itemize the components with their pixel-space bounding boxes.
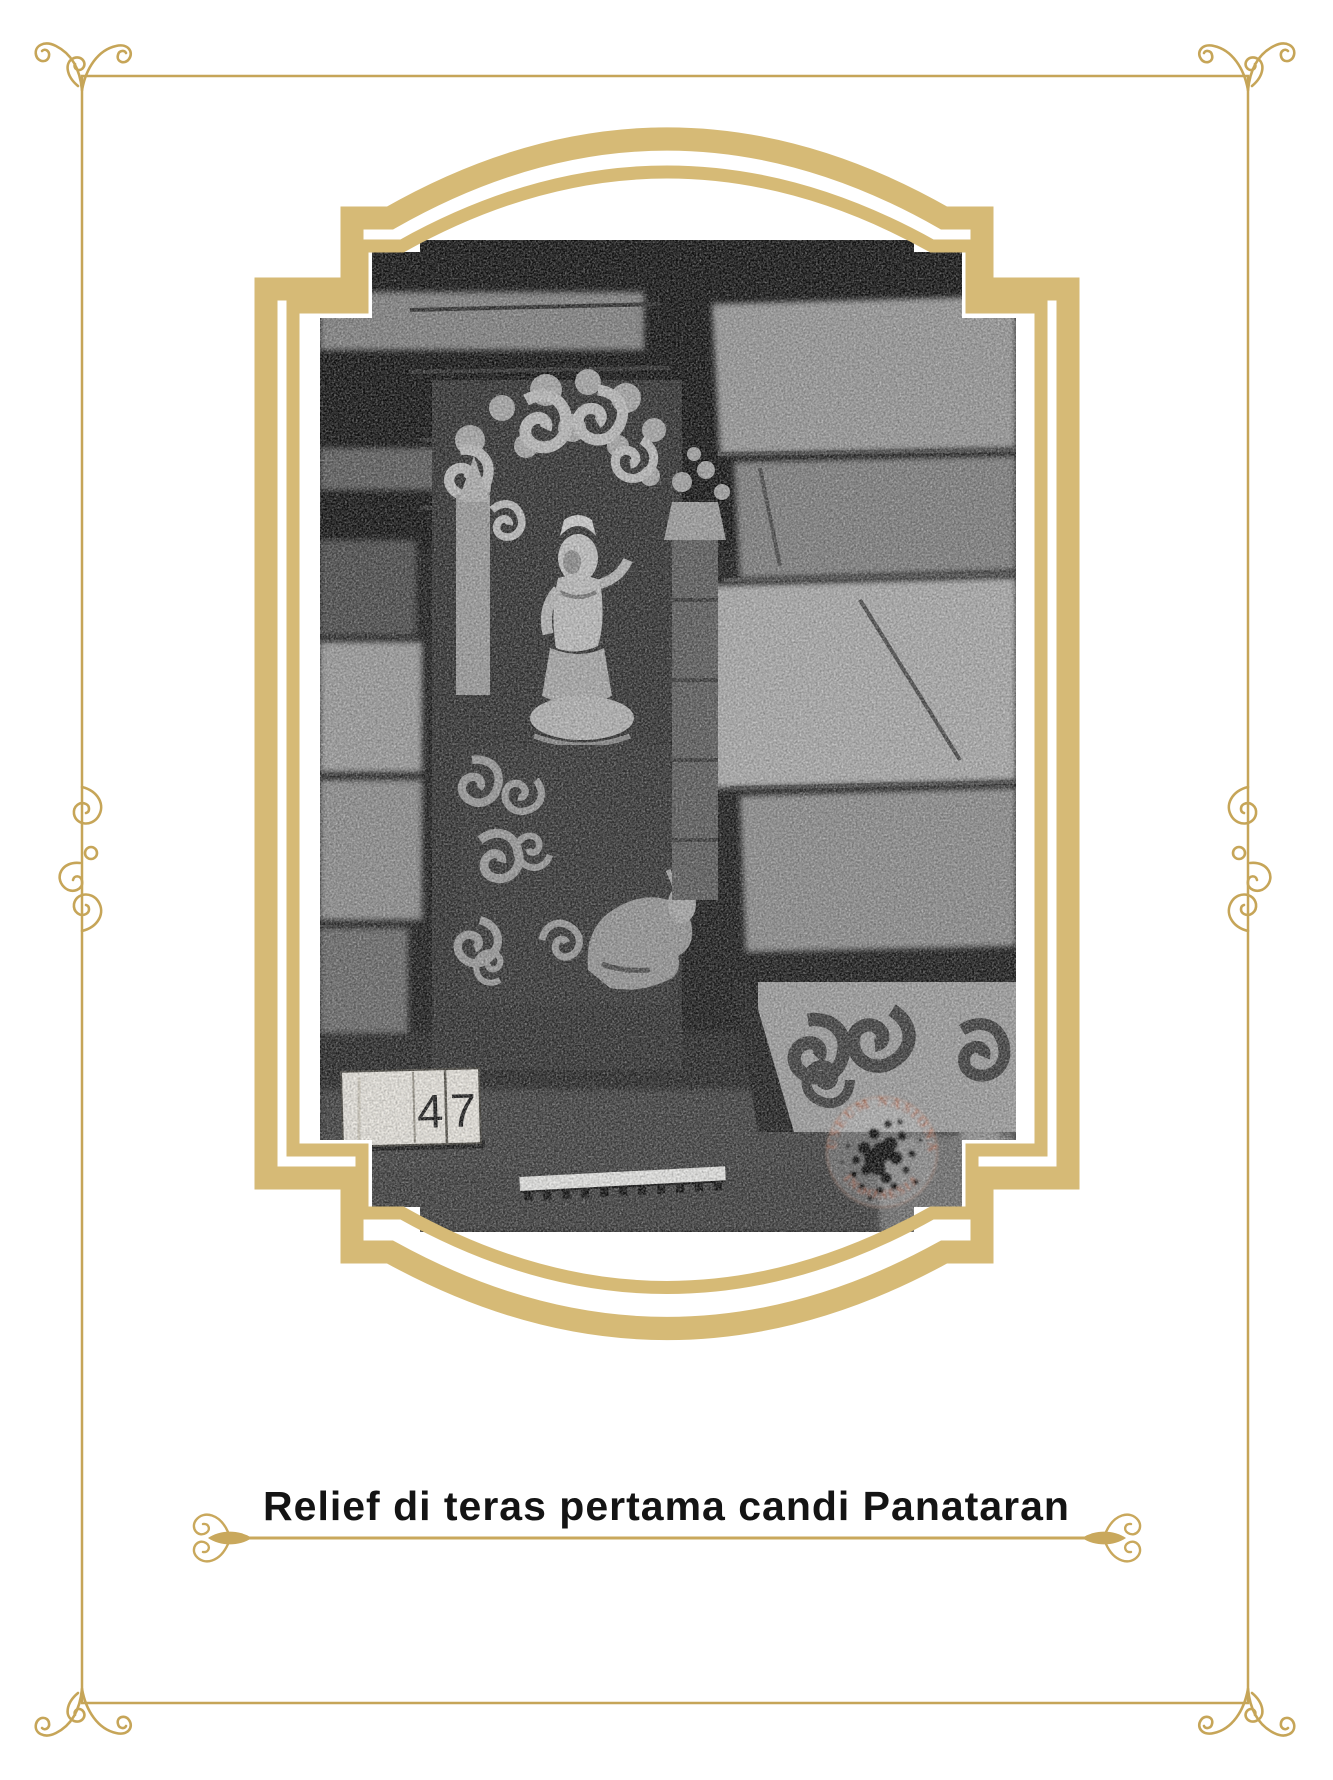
corner-flourish-icon [36,1689,131,1735]
scroll-ornament-icon [60,787,101,931]
photo-frame [266,139,1068,1329]
corner-flourish-icon [1199,44,1294,90]
scroll-ornament-icon [1229,787,1270,931]
frame-inner-line [293,172,1041,1288]
photo-caption: Relief di teras pertama candi Panataran [263,1483,1070,1529]
corner-flourish-icon [1199,1689,1294,1735]
corner-flourish-icon [36,44,131,90]
frame-outer-band [266,139,1068,1329]
